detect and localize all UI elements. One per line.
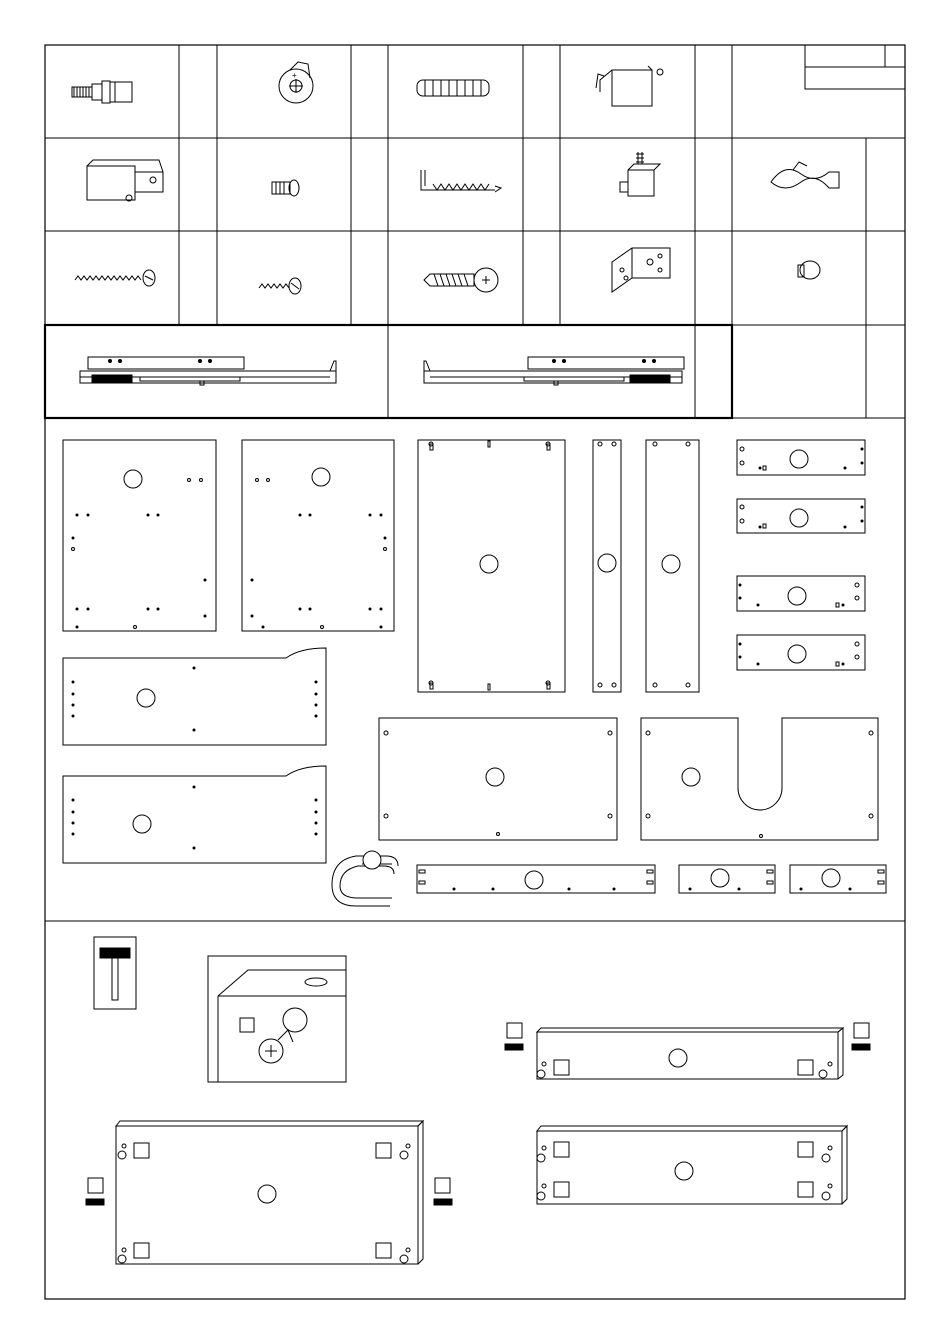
long-rail [417, 865, 655, 893]
cam-lock-icon [279, 62, 313, 103]
stile-right [646, 440, 699, 692]
drawer-side-3 [737, 576, 865, 611]
side-panel-left [63, 440, 216, 631]
stile-left [593, 440, 621, 692]
bottom-shelf [63, 766, 326, 863]
header-box [805, 45, 905, 89]
hammer-icon [94, 937, 136, 1009]
pan-head-screw-icon [259, 278, 301, 294]
drawer-slide-left-icon [80, 357, 336, 385]
long-wood-screw-icon [75, 270, 155, 286]
step-label-box [240, 1018, 254, 1032]
cam-lock-detail [208, 956, 346, 1082]
back-panel [418, 440, 565, 692]
knob-icon [798, 261, 820, 279]
short-rail-1 [679, 865, 775, 893]
handle-icon [771, 162, 839, 188]
drawer-clip-icon [87, 160, 163, 201]
wood-dowel-icon [417, 80, 489, 96]
phillips-bolt-icon [424, 268, 498, 292]
l-hook-screw-icon [421, 170, 501, 192]
hardware-grid [45, 45, 905, 1299]
short-rail-2 [790, 865, 886, 893]
keyboard-cutout-panel [641, 718, 878, 840]
side-panel-right [242, 440, 394, 631]
short-screw-icon [272, 180, 299, 196]
panel-assembly-large [86, 1121, 452, 1264]
top-shelf [63, 648, 326, 745]
svg-text:+: + [292, 71, 297, 80]
cam-bolt-icon [72, 81, 132, 103]
rail-assembly [505, 1023, 870, 1079]
drawer-slide-right-icon [424, 357, 684, 385]
shelf-clip-icon [596, 66, 663, 106]
edge-banding-roll [332, 851, 398, 906]
drawer-side-1 [737, 440, 865, 475]
drawer-front-panel [379, 718, 617, 840]
leveler-foot-icon [620, 152, 660, 196]
panel-assembly-small [537, 1126, 847, 1204]
drawer-side-4 [737, 635, 865, 670]
angle-bracket-icon [612, 248, 670, 292]
drawer-side-2 [737, 499, 865, 533]
